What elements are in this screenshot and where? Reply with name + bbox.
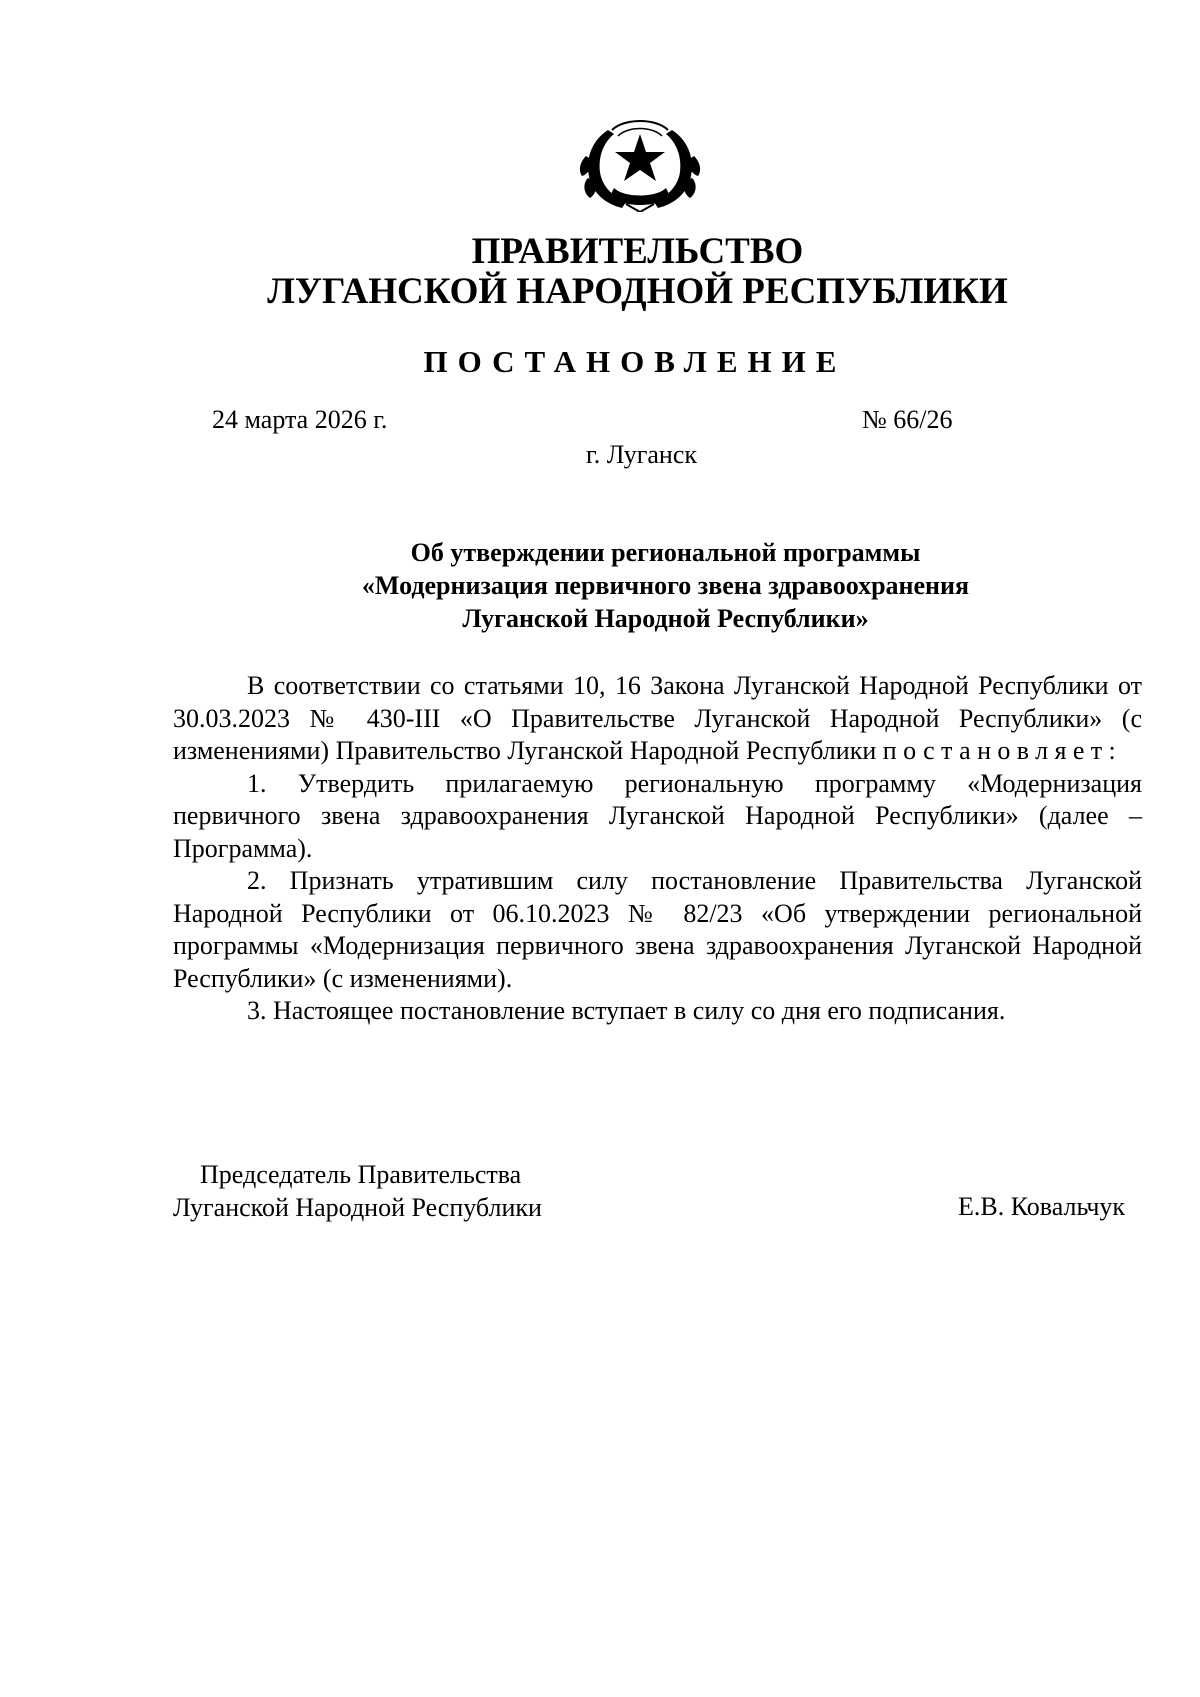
document-body bbox=[173, 670, 1142, 1028]
document-type: ПОСТАНОВЛЕНИЕ bbox=[423, 344, 847, 379]
decree-item-3: 3. Настоящее постановление вступает в силу со дня его подписания. bbox=[247, 996, 1006, 1025]
decree-item-1: 1. Утвердить прилагаемую региональную программу «Модернизация первичного звена здравоохранения Луганской Народной Республики» (далее – Программа). bbox=[173, 768, 1142, 863]
org-name-line-2: ЛУГАНСКОЙ НАРОДНОЙ РЕСПУБЛИКИ bbox=[267, 271, 1008, 312]
preamble-paragraph bbox=[173, 670, 1142, 768]
subject-line-3: Луганской Народной Республики» bbox=[462, 604, 869, 633]
document-date: 24 марта 2026 г. bbox=[212, 405, 388, 434]
org-name-line-1: ПРАВИТЕЛЬСТВО bbox=[471, 231, 804, 272]
signer-name: Е.В. Ковальчук bbox=[958, 1192, 1126, 1221]
subject-line-1: Об утверждении региональной программы bbox=[410, 538, 921, 567]
document-number: № 66/26 bbox=[862, 405, 953, 434]
decree-word: постановляет: bbox=[882, 736, 1123, 765]
signer-title-line-2: Луганской Народной Республики bbox=[173, 1193, 542, 1222]
preamble-text: В соответствии со статьями 10, 16 Закона Луганской Народной Республики от 30.03.2023 № 430-III «О Правительстве Луганской Народной Республики» (с изменениями) Правительство Луганской Народной Республики bbox=[173, 671, 1142, 765]
document-city: г. Луганск bbox=[585, 440, 697, 469]
lpr-coat-of-arms-icon bbox=[578, 116, 702, 212]
subject-line-2: «Модернизация первичного звена здравоохранения bbox=[361, 571, 970, 600]
signer-title-line-1: Председатель Правительства bbox=[200, 1160, 522, 1189]
signer-title bbox=[173, 1158, 542, 1224]
document-subject bbox=[0, 536, 1200, 635]
decree-item-2: 2. Признать утратившим силу постановление Правительства Луганской Народной Республики от 06.10.2023 № 82/23 «Об утверждении региональной программы «Модернизация первичного звена здравоохранения Луганской Народной Республики» (с изменениями). bbox=[173, 866, 1142, 993]
